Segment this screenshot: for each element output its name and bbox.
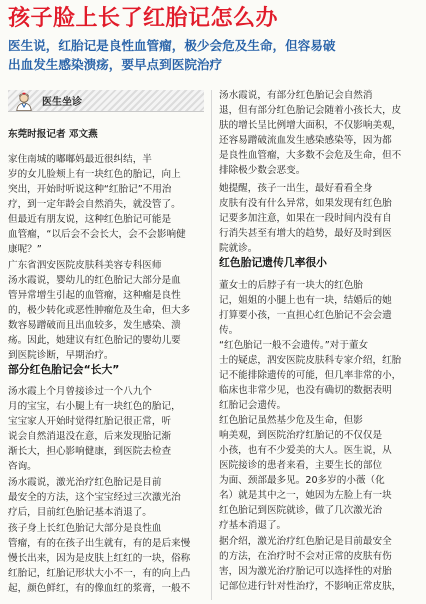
text-line: 退，但有部分红色胎记会随着小孩长大，皮 xyxy=(219,105,402,116)
text-line: 院就诊。 xyxy=(219,243,258,254)
text-line: 打算要小孩，一直担心红色胎记不会会遗 xyxy=(219,310,392,321)
headline: 孩子脸上长了红胎记怎么办 xyxy=(8,6,279,31)
text-line: 害，因为激光治疗胎记可以选择性的对胎 xyxy=(219,566,392,577)
paragraph xyxy=(219,278,419,338)
paragraph xyxy=(8,152,204,257)
text-line: 传。 xyxy=(219,325,239,336)
paragraph xyxy=(219,88,419,178)
subheading: 红色胎记遗传几率很小 xyxy=(219,256,327,269)
section-label: 医生坐诊 xyxy=(42,97,82,108)
text-line: 汤水霞说，有部分红色胎记会自然消 xyxy=(219,90,373,101)
text-line: 名）就是其中之一，她因为左脸上有一块 xyxy=(219,490,392,501)
text-line: 董女士的后脖子有一块大的红色胎 xyxy=(219,280,363,291)
text-line: 红色胎记虽然基少危及生命，但影 xyxy=(219,415,363,426)
text-line: 排除极少数会恶变。 xyxy=(219,165,306,176)
text-line: 士的疑虑，泗安医院皮肤科专家介绍，红胎 xyxy=(219,355,402,366)
text-line: 但最近有朋友说，这种红色胎记可能是 xyxy=(8,214,172,225)
text-line: 汤水霞上个月曾接诊过一个八九个 xyxy=(8,386,152,397)
text-line: 行消失甚至有增大的趋势，最好及时到医 xyxy=(219,228,392,239)
text-line: 她提醒，孩子一出生，最好看看全身 xyxy=(219,183,373,194)
text-line: 小孩，也有不少爱美的大人。医生说，从 xyxy=(219,445,392,456)
text-line: 孩子身上长红色胎记大部分是良性血 xyxy=(8,523,162,534)
text-line: 疗基本消退了。 xyxy=(219,520,287,531)
deck xyxy=(8,36,418,74)
text-line: 管瘤，有的在孩子出生就有，有的是后来慢 xyxy=(8,538,191,549)
paragraph xyxy=(8,521,204,596)
paragraph xyxy=(219,534,419,594)
byline: 东莞时报记者 邓文燕 xyxy=(8,129,98,140)
paragraph xyxy=(8,475,204,520)
text-line: 突出，开始时听说这种“红胎记”不用治 xyxy=(8,184,172,195)
text-line: 红胎记会遗传。 xyxy=(219,400,287,411)
text-line: 数容易蹭破而且出血较多，发生感染、溃 xyxy=(8,320,181,331)
text-line: 医院接诊的患者来看，主要生长的部位 xyxy=(219,460,383,471)
text-line: 慢长出来，因为是皮肤上红红的一块，俗称 xyxy=(8,553,191,564)
text-line: 疗，到一定年龄会自然消失，就没管了。 xyxy=(8,199,181,210)
text-line: 渐长大，担心影响健康，到医院去检查 xyxy=(8,446,172,457)
text-line: 红色胎记到医院就诊，做了几次激光治 xyxy=(219,505,383,516)
deck-line: 出血发生感染溃疡，要早点到医院治疗 xyxy=(8,57,223,72)
text-line: 血管瘤，“以后会不会长大，会不会影响健 xyxy=(8,229,186,240)
text-line: “红色胎记一般不会遗传。”对于董女 xyxy=(219,340,369,351)
text-line: 记不能排除遗传的可能，但几率非常的小， xyxy=(219,370,402,381)
text-line: 宝宝家人开始时觉得红胎记很正常，听 xyxy=(8,416,172,427)
deck-line: 医生说，红胎记是良性血管瘤，极少会危及生命，但容易破 xyxy=(8,38,336,53)
text-line: 说会自然消退没在意，后来发现胎记渐 xyxy=(8,431,172,442)
text-line: 汤水霞说，婴幼儿的红色胎记大部分是血 xyxy=(8,275,181,286)
paragraph xyxy=(8,258,204,363)
text-line: 岁的女儿脸颊上有一块红色的胎记，向上 xyxy=(8,169,181,180)
text-line: 据介绍，激光治疗红色胎记是目前最安全 xyxy=(219,536,392,547)
text-line: 管异常增生引起的血管瘤，这种瘤是良性 xyxy=(8,290,181,301)
section-banner-bar xyxy=(8,90,204,112)
text-line: 起，颜色鲜红，有的像血红的浆膏，一般不 xyxy=(8,583,191,594)
doctor-icon xyxy=(14,91,34,111)
text-line: 还容易蹭破流血发生感染感染等，因为都 xyxy=(219,135,392,146)
paragraph xyxy=(219,413,419,533)
text-line: 的，极少转化或恶性肿瘤危及生命，但大多 xyxy=(8,305,191,316)
text-line: 记部位进行针对性治疗，不影响正常皮肤， xyxy=(219,581,402,592)
text-line: 皮肤有没有什么异常，如果发现有红色胎 xyxy=(219,198,392,209)
text-line: 最安全的方法，这个宝宝经过三次激光治 xyxy=(8,492,181,503)
paragraph xyxy=(219,181,419,256)
text-line: 广东省泗安医院皮肤科美容专科医师 xyxy=(8,260,162,271)
text-line: 月的宝宝，右小腿上有一块红色的胎记， xyxy=(8,401,181,412)
text-line: 家住南城的嘟嘟妈最近很纠结，半 xyxy=(8,154,152,165)
text-line: 的方法，在治疗时不会对正常的皮肤有伤 xyxy=(219,551,392,562)
text-line: 临床也非常少见，也没有确切的数据表明 xyxy=(219,385,392,396)
text-line: 记要多加注意，如果在一段时间内没有自 xyxy=(219,213,392,224)
column-divider xyxy=(211,90,212,600)
text-line: 是良性血管瘤，大多数不会危及生命，但不 xyxy=(219,150,402,161)
text-line: 为面、颈部最多见。20多岁的小薇（化 xyxy=(219,475,385,486)
text-line: 响美观，到医院治疗红胎记的不仅仅是 xyxy=(219,430,383,441)
text-line: 疡。因此，她建议有红色胎记的婴幼儿要 xyxy=(8,335,181,346)
text-line: 肤的增长呈比例增大面积，不仅影响美观， xyxy=(219,120,402,131)
section-banner xyxy=(8,90,204,112)
text-line: 疗后，目前红色胎记基本消退了。 xyxy=(8,507,152,518)
text-line: 汤水霞说，激光治疗红色胎记是目前 xyxy=(8,477,162,488)
text-line: 到医院诊断，早期治疗。 xyxy=(8,350,114,361)
text-line: 红胎记，红胎记形状大小不一，有的向上凸 xyxy=(8,568,191,579)
paragraph xyxy=(8,384,204,474)
subheading: 部分红色胎记会“长大” xyxy=(8,363,120,376)
text-line: 记，姐姐的小腿上也有一块，结婚后的她 xyxy=(219,295,392,306)
paragraph xyxy=(219,338,419,413)
text-line: 咨询。 xyxy=(8,461,37,472)
text-line: 康呢？” xyxy=(8,244,42,255)
